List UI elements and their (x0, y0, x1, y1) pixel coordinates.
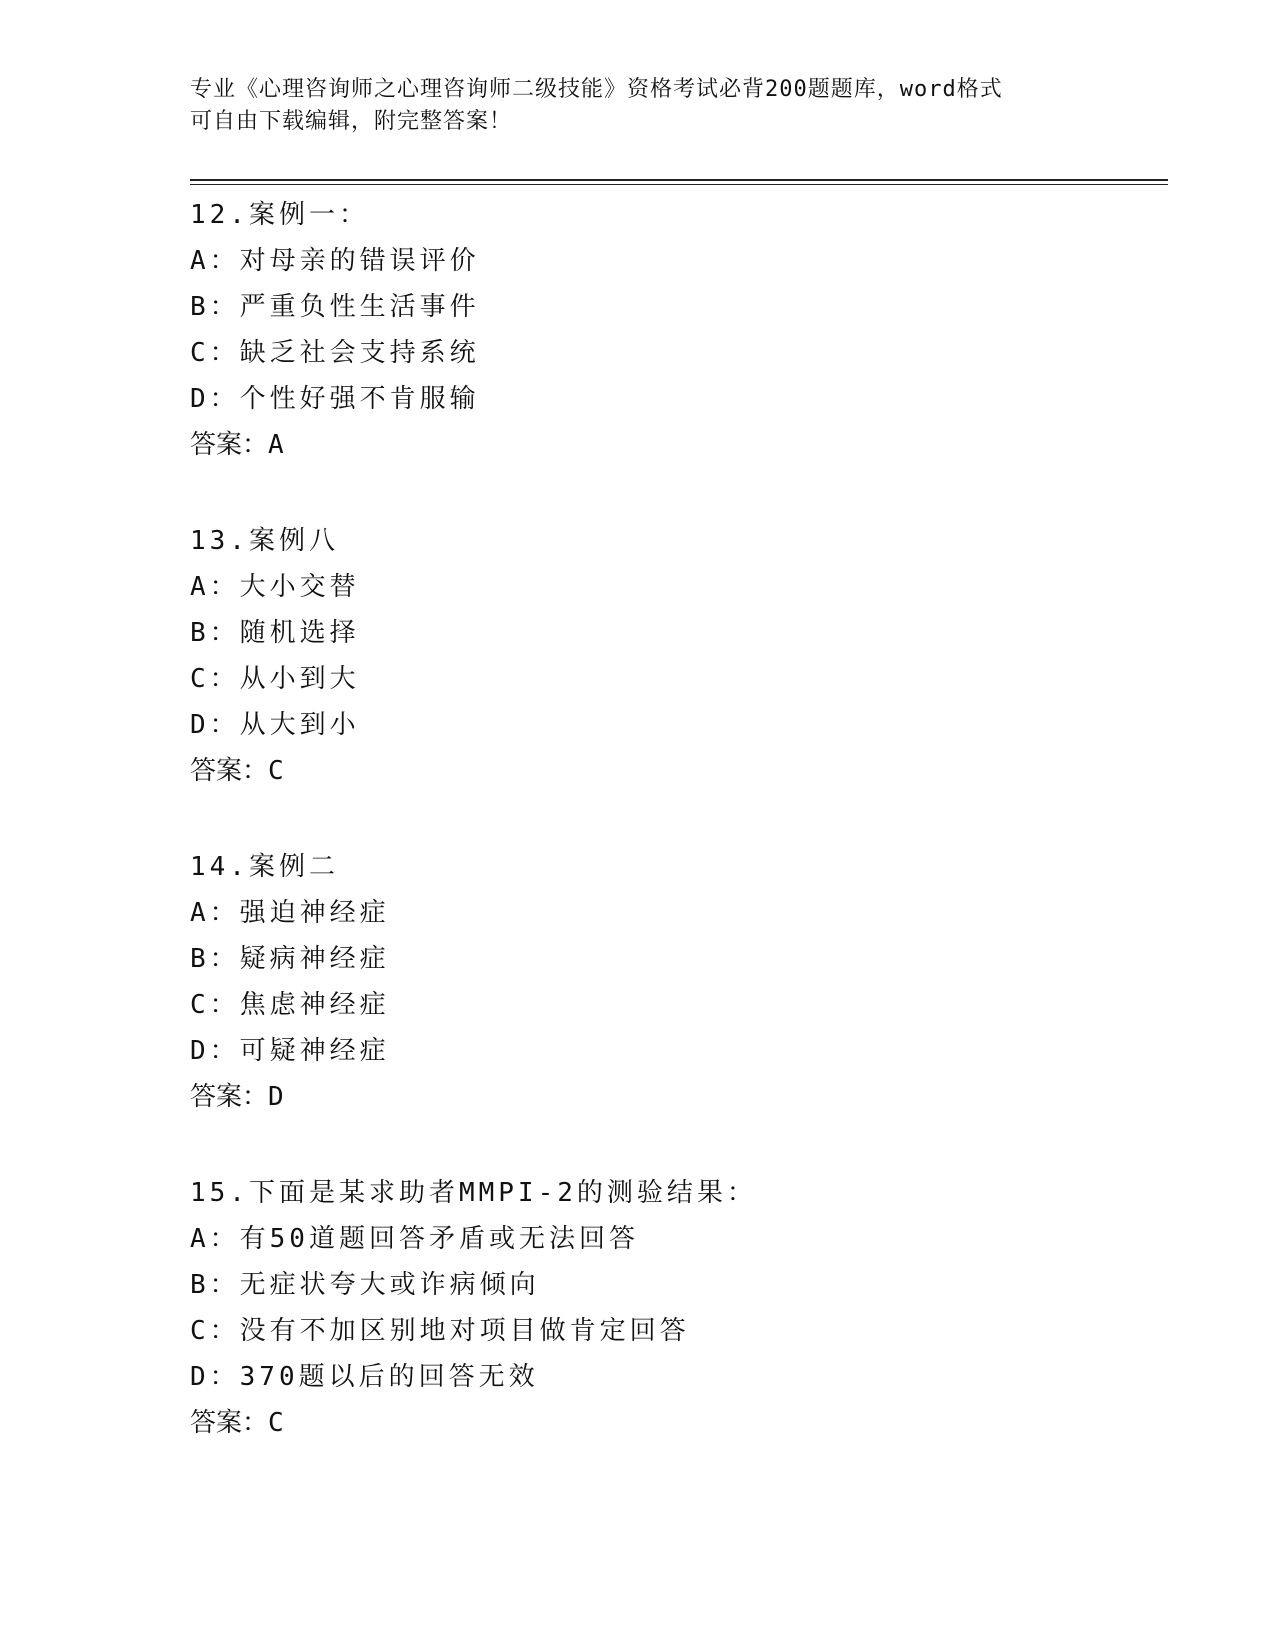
answer-label: 答案： (190, 1082, 269, 1112)
question-title: 12.案例一： (190, 200, 369, 230)
option-a: A：对母亲的错误评价 (190, 246, 480, 276)
option-a: A：强迫神经症 (190, 898, 390, 928)
question-15 (190, 1170, 1168, 1446)
option-d: D：可疑神经症 (190, 1036, 390, 1066)
option-b: B：随机选择 (190, 618, 360, 648)
option-c: C：没有不加区别地对项目做肯定回答 (190, 1316, 690, 1346)
header-line-1: 专业《心理咨询师之心理咨询师二级技能》资格考试必背200题题库，word格式 (190, 77, 1003, 102)
answer-value: C (268, 756, 284, 786)
question-12 (190, 192, 1168, 468)
answer-value: A (268, 430, 284, 460)
question-title: 14.案例二 (190, 852, 339, 882)
question-list (190, 192, 1168, 1496)
option-b: B：疑病神经症 (190, 944, 390, 974)
answer-label: 答案： (190, 756, 269, 786)
question-title: 15.下面是某求助者MMPI-2的测验结果： (190, 1178, 757, 1208)
question-14 (190, 844, 1168, 1120)
answer-line (190, 1074, 1168, 1120)
option-b: B：无症状夸大或诈病倾向 (190, 1270, 540, 1300)
option-d: D：370题以后的回答无效 (190, 1362, 539, 1392)
header-divider-thick (190, 179, 1168, 181)
option-b: B：严重负性生活事件 (190, 292, 480, 322)
answer-label: 答案： (190, 1408, 269, 1438)
question-title: 13.案例八 (190, 526, 339, 556)
option-c: C：缺乏社会支持系统 (190, 338, 480, 368)
answer-value: C (268, 1408, 284, 1438)
answer-line (190, 1400, 1168, 1446)
option-d: D：从大到小 (190, 710, 360, 740)
answer-value: D (268, 1082, 284, 1112)
answer-line (190, 748, 1168, 794)
option-c: C：从小到大 (190, 664, 360, 694)
option-c: C：焦虑神经症 (190, 990, 390, 1020)
question-13 (190, 518, 1168, 794)
header-divider-thin (190, 184, 1168, 185)
option-a: A：大小交替 (190, 572, 360, 602)
option-d: D：个性好强不肯服输 (190, 384, 480, 414)
header-line-2: 可自由下载编辑，附完整答案！ (190, 109, 513, 134)
document-header (190, 74, 1070, 138)
option-a: A：有50道题回答矛盾或无法回答 (190, 1224, 639, 1254)
answer-line (190, 422, 1168, 468)
answer-label: 答案： (190, 430, 269, 460)
